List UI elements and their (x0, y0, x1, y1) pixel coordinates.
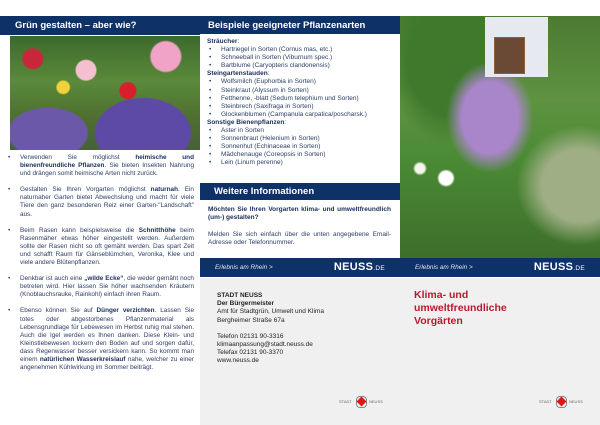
tip-item (8, 227, 194, 267)
tip-item (8, 154, 194, 178)
title-line: umweltfreundliche (414, 302, 507, 314)
fax: Telefax 02131 90-3370 (217, 349, 284, 357)
plant-item: • Fetthenne, -blatt (Sedum telephium und Sorten) (207, 95, 397, 103)
tip-text: , die weder gemäht noch betreten wird. Hier lassen Sie höher wachsenden Kräutern (Knoblauchsrauke, Rainkohl) einfach ihren Raum. (20, 275, 194, 299)
address-block (217, 292, 324, 366)
plant-item: • Sonnenhut (Echinaceae in Sorten) (207, 143, 397, 151)
logo-left-text: STADT (539, 399, 552, 404)
phone: Telefon 02131 90-3316 (217, 332, 284, 340)
info-text: Melden Sie sich einfach über die unten angegebene Email-Adresse oder Telefonnummer. (208, 231, 391, 247)
house-window (494, 37, 525, 74)
mayor-title: Der Bürgermeister (217, 300, 275, 308)
info-question: Möchten Sie Ihren Vorgarten klima- und umweltfreundlich (um-) gestalten? (208, 206, 391, 222)
flower-garden-photo (10, 36, 200, 150)
title-line: Klima- und (414, 289, 469, 301)
tagline-link[interactable]: Erlebnis am Rhein > (215, 264, 273, 271)
tip-emphasis: „wilde Ecke“ (84, 275, 124, 283)
plant-item: • Aster in Sorten (207, 127, 397, 135)
plant-item: • Sonnenbraut (Helenium in Sorten) (207, 135, 397, 143)
neuss-logo[interactable] (334, 261, 385, 273)
group-name: Sonstige Bienenpflanzen (207, 118, 285, 126)
plant-item: • Bartblume (Caryopteris clandonensis) (207, 62, 397, 70)
logo-right-text: NEUSS (369, 399, 383, 404)
tip-emphasis: natürlichen Wasserkreislauf (39, 355, 126, 363)
plant-group-label: Sträucher: (207, 38, 240, 45)
logo-main: NEUSS (533, 261, 574, 273)
neuss-banner (400, 258, 600, 277)
plant-list (207, 38, 397, 168)
tip-emphasis: Dünger verzichten (96, 307, 155, 315)
plant-group-label: Sonstige Bienenpflanzen: (207, 118, 287, 126)
tip-item (8, 307, 194, 372)
heading-text: Beispiele geeigneter Pflanzenarten (208, 20, 366, 31)
tip-text: Gestalten Sie Ihren Vorgarten möglichst (20, 186, 151, 194)
tips-list (8, 154, 194, 380)
plant-group-label: Steingartenstauden: (207, 70, 270, 78)
plant-item: • Schneeball in Sorten (Viburnum spec.) (207, 54, 397, 62)
plant-item: • Steinbrech (Saxifraga in Sorten) (207, 103, 397, 111)
tip-emphasis: Schnitthöhe (138, 226, 176, 234)
tip-emphasis: heimische und bienenfreundliche Pflanzen (20, 154, 194, 170)
group-name: Sträucher (207, 38, 238, 45)
tip-text: Denkbar ist auch eine (20, 275, 85, 283)
street: Bergheimer Straße 67a (217, 316, 285, 324)
brochure-title (414, 289, 507, 328)
logo-main: NEUSS (333, 261, 374, 273)
tagline-link[interactable]: Erlebnis am Rhein > (415, 264, 473, 271)
plant-item: • Lein (Linum perenne) (207, 159, 397, 167)
neuss-logo[interactable] (534, 261, 585, 273)
stadt-neuss-logo (339, 395, 389, 409)
section-heading-pflanzen (200, 16, 400, 34)
logo-suffix: .DE (573, 265, 585, 272)
group-name: Steingartenstauden (207, 70, 268, 78)
tip-text: Beim Rasen kann beispielsweise die (20, 226, 139, 234)
website-link[interactable]: www.neuss.de (217, 357, 259, 365)
tip-text: . Ein naturnaher Garten bietet Abwechslung und macht für viele Tiere den ganz besonderen Reiz einer Garten-"Landschaft" aus. (20, 186, 194, 218)
org-name: STADT NEUSS (217, 292, 263, 299)
plant-item: • Hartriegel in Sorten (Cornus mas, etc.) (207, 46, 397, 54)
neuss-banner (200, 258, 400, 277)
tip-text: beim Rasenmäher etwas höher eingestellt werden. Außerdem sollte der Rasen nicht so oft gemäht werden. Das spart Zeit und schafft Raum für Gänseblümchen, Veronika, Klee und viele andere Blütenpflanzen. (20, 226, 194, 267)
section-heading-gruen (0, 16, 200, 35)
tip-text: nahe, welcher zu einer angenehmen Kühlwirkung im Sommer beiträgt. (20, 355, 194, 372)
plant-item: • Glockenblumen (Campanula carpatica/poscharsk.) (207, 111, 397, 119)
logo-right-text: NEUSS (569, 399, 583, 404)
logo-left-text: STADT (339, 399, 352, 404)
plant-item: • Steinkraut (Alyssum in Sorten) (207, 87, 397, 95)
tip-text: . Lassen Sie totes oder abgestorbenes Pflanzenmaterial als Lebensgrundlage für Lebewesen im Herbst ruhig mal stehen. Auch die Igel werden es Ihnen danken. Diese Klein- und Kleinstlebewesen lockern den Boden auf und sorgen dafür, dass Regenwasser besser versickern kann. So kommt man einem (20, 307, 194, 363)
tip-text: Verwenden Sie möglichst (20, 154, 136, 161)
stadt-neuss-logo (539, 395, 589, 409)
department: Amt für Stadtgrün, Umwelt und Klima (217, 308, 324, 316)
heading-text: Weitere Informationen (214, 186, 315, 197)
title-line: Vorgärten (414, 315, 463, 327)
tip-item (8, 275, 194, 299)
plant-item: • Wolfsmilch (Euphorbia in Sorten) (207, 78, 397, 86)
tip-emphasis: naturnah (150, 186, 179, 194)
tip-text: Ebenso können Sie auf (20, 307, 97, 315)
section-heading-info (200, 183, 400, 200)
tip-text: . Sie bieten Insekten Nahrung und drängen somit heimische Arten nicht zurück. (20, 162, 194, 178)
logo-suffix: .DE (373, 265, 385, 272)
email-link[interactable]: klimaanpassung@stadt.neuss.de (217, 341, 313, 349)
plant-item: • Mädchenauge (Coreopsis in Sorten) (207, 151, 397, 159)
tip-item (8, 186, 194, 218)
heading-text: Grün gestalten – aber wie? (15, 20, 137, 31)
